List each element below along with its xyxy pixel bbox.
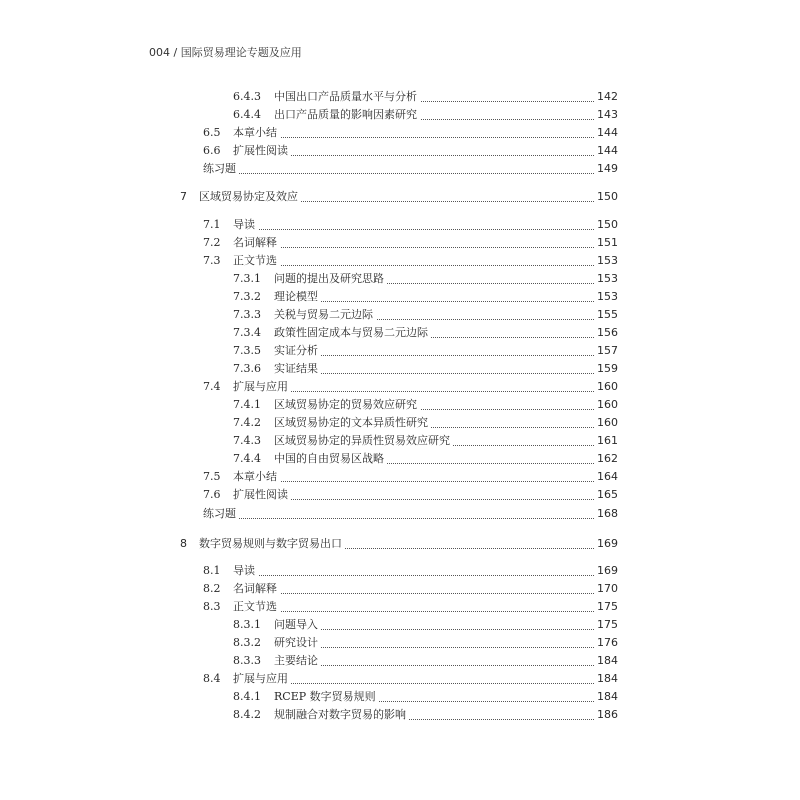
toc-page-number: 160	[594, 414, 618, 432]
toc-title: 扩展与应用	[233, 670, 291, 688]
toc-page-number: 161	[594, 432, 618, 450]
toc-page-number: 164	[594, 468, 618, 486]
toc-number: 7.5	[203, 470, 221, 483]
toc-title: 本章小结	[233, 124, 280, 142]
toc-title: 正文节选	[233, 598, 280, 616]
toc-title: RCEP 数字贸易规则	[274, 688, 379, 706]
toc-title: 名词解释	[233, 580, 280, 598]
toc-page-number: 165	[594, 486, 618, 504]
toc-page-number: 153	[594, 270, 618, 288]
toc-page-number: 157	[594, 342, 618, 360]
dot-leader	[233, 463, 596, 482]
toc-page-number: 144	[594, 124, 618, 142]
toc-number: 7.1	[203, 218, 221, 231]
toc-page-number: 149	[594, 160, 618, 178]
dot-leader	[233, 557, 596, 576]
toc-number: 8.3.1	[233, 618, 261, 631]
toc-chapter-row	[0, 535, 800, 553]
toc-number: 7.2	[203, 236, 221, 249]
toc-page-number: 175	[594, 598, 618, 616]
toc-number: 6.6	[203, 144, 221, 157]
toc-title: 扩展性阅读	[233, 486, 291, 504]
toc-page-number: 143	[594, 106, 618, 124]
toc-page-number: 170	[594, 580, 618, 598]
toc-title: 研究设计	[274, 634, 321, 652]
toc-page-number: 169	[594, 562, 618, 580]
toc-number: 8.3.2	[233, 636, 261, 649]
dot-leader	[274, 611, 596, 630]
toc-number: 7.4.2	[233, 416, 261, 429]
dot-leader	[274, 355, 596, 374]
dot-leader	[203, 500, 596, 519]
toc-title: 正文节选	[233, 252, 280, 270]
dot-leader	[203, 155, 596, 174]
running-header: 004 / 国际贸易理论专题及应用	[149, 46, 302, 59]
toc-page-number: 153	[594, 288, 618, 306]
toc-chapter-row	[0, 188, 800, 206]
toc-number: 7.3.5	[233, 344, 261, 357]
toc-page-number: 169	[594, 535, 618, 553]
toc-title: 中国的自由贸易区战略	[274, 450, 387, 468]
toc-page-number: 175	[594, 616, 618, 634]
toc-title: 实证结果	[274, 360, 321, 378]
toc-number: 6.4.3	[233, 90, 261, 103]
toc-title: 问题的提出及研究思路	[274, 270, 387, 288]
toc-number: 7.4.3	[233, 434, 261, 447]
toc-page-number: 150	[594, 188, 618, 206]
toc-title: 扩展性阅读	[233, 142, 291, 160]
toc-number: 7.4.4	[233, 452, 261, 465]
toc-number: 7.3.1	[233, 272, 261, 285]
dot-leader	[233, 211, 596, 230]
toc-number: 6.4.4	[233, 108, 261, 121]
toc-number: 7.3.2	[233, 290, 261, 303]
dot-leader	[274, 629, 596, 648]
toc-title: 政策性固定成本与贸易二元边际	[274, 324, 431, 342]
toc-title: 导读	[233, 216, 258, 234]
toc-page-number: 162	[594, 450, 618, 468]
toc-title: 区域贸易协定的文本异质性研究	[274, 414, 431, 432]
toc-title: 问题导入	[274, 616, 321, 634]
toc-number: 8.4.1	[233, 690, 261, 703]
toc-page-number: 184	[594, 652, 618, 670]
toc-page-number: 151	[594, 234, 618, 252]
toc-number: 8.4.2	[233, 708, 261, 721]
toc-page-number: 159	[594, 360, 618, 378]
toc-title: 区域贸易协定的贸易效应研究	[274, 396, 420, 414]
toc-page-number: 186	[594, 706, 618, 724]
toc-page-number: 184	[594, 688, 618, 706]
toc-number: 8.4	[203, 672, 221, 685]
toc-page-number: 156	[594, 324, 618, 342]
toc-page-number: 155	[594, 306, 618, 324]
toc-title: 区域贸易协定的异质性贸易效应研究	[274, 432, 453, 450]
toc-number: 8.3.3	[233, 654, 261, 667]
toc-title: 练习题	[203, 160, 239, 178]
toc-page-number: 144	[594, 142, 618, 160]
dot-leader	[233, 119, 596, 138]
dot-leader	[274, 647, 596, 666]
toc-page-number: 184	[594, 670, 618, 688]
toc-page-number: 150	[594, 216, 618, 234]
toc-title: 练习题	[203, 505, 239, 523]
toc-number: 8	[180, 537, 187, 550]
toc-number: 8.3	[203, 600, 221, 613]
toc-title: 名词解释	[233, 234, 280, 252]
toc-page-number: 168	[594, 505, 618, 523]
toc-number: 7.3.6	[233, 362, 261, 375]
toc-title: 数字贸易规则与数字贸易出口	[199, 535, 345, 553]
toc-page-number: 160	[594, 396, 618, 414]
toc-page-number: 176	[594, 634, 618, 652]
toc-title: 区域贸易协定及效应	[199, 188, 301, 206]
dot-leader	[233, 247, 596, 266]
toc-number: 7.4.1	[233, 398, 261, 411]
toc-entry-row	[0, 706, 800, 724]
toc-title: 关税与贸易二元边际	[274, 306, 376, 324]
toc-title: 导读	[233, 562, 258, 580]
toc-number: 6.5	[203, 126, 221, 139]
toc-entry-row	[0, 505, 800, 523]
toc-number: 7.3	[203, 254, 221, 267]
toc-title: 中国出口产品质量水平与分析	[274, 88, 420, 106]
dot-leader	[233, 593, 596, 612]
toc-entry-row	[0, 160, 800, 178]
toc-title: 主要结论	[274, 652, 321, 670]
toc-page-number: 142	[594, 88, 618, 106]
dot-leader	[233, 575, 596, 594]
toc-number: 7.4	[203, 380, 221, 393]
toc-number: 7	[180, 190, 187, 203]
toc-number: 8.2	[203, 582, 221, 595]
toc-title: 理论模型	[274, 288, 321, 306]
dot-leader	[233, 229, 596, 248]
toc-title: 扩展与应用	[233, 378, 291, 396]
toc-number: 7.3.4	[233, 326, 261, 339]
dot-leader	[274, 283, 596, 302]
dot-leader	[274, 337, 596, 356]
toc-number: 8.1	[203, 564, 221, 577]
toc-title: 实证分析	[274, 342, 321, 360]
toc-title: 规制融合对数字贸易的影响	[274, 706, 409, 724]
toc-number: 7.6	[203, 488, 221, 501]
toc-page-number: 160	[594, 378, 618, 396]
toc-title: 本章小结	[233, 468, 280, 486]
toc-page-number: 153	[594, 252, 618, 270]
toc-title: 出口产品质量的影响因素研究	[274, 106, 420, 124]
toc-number: 7.3.3	[233, 308, 261, 321]
